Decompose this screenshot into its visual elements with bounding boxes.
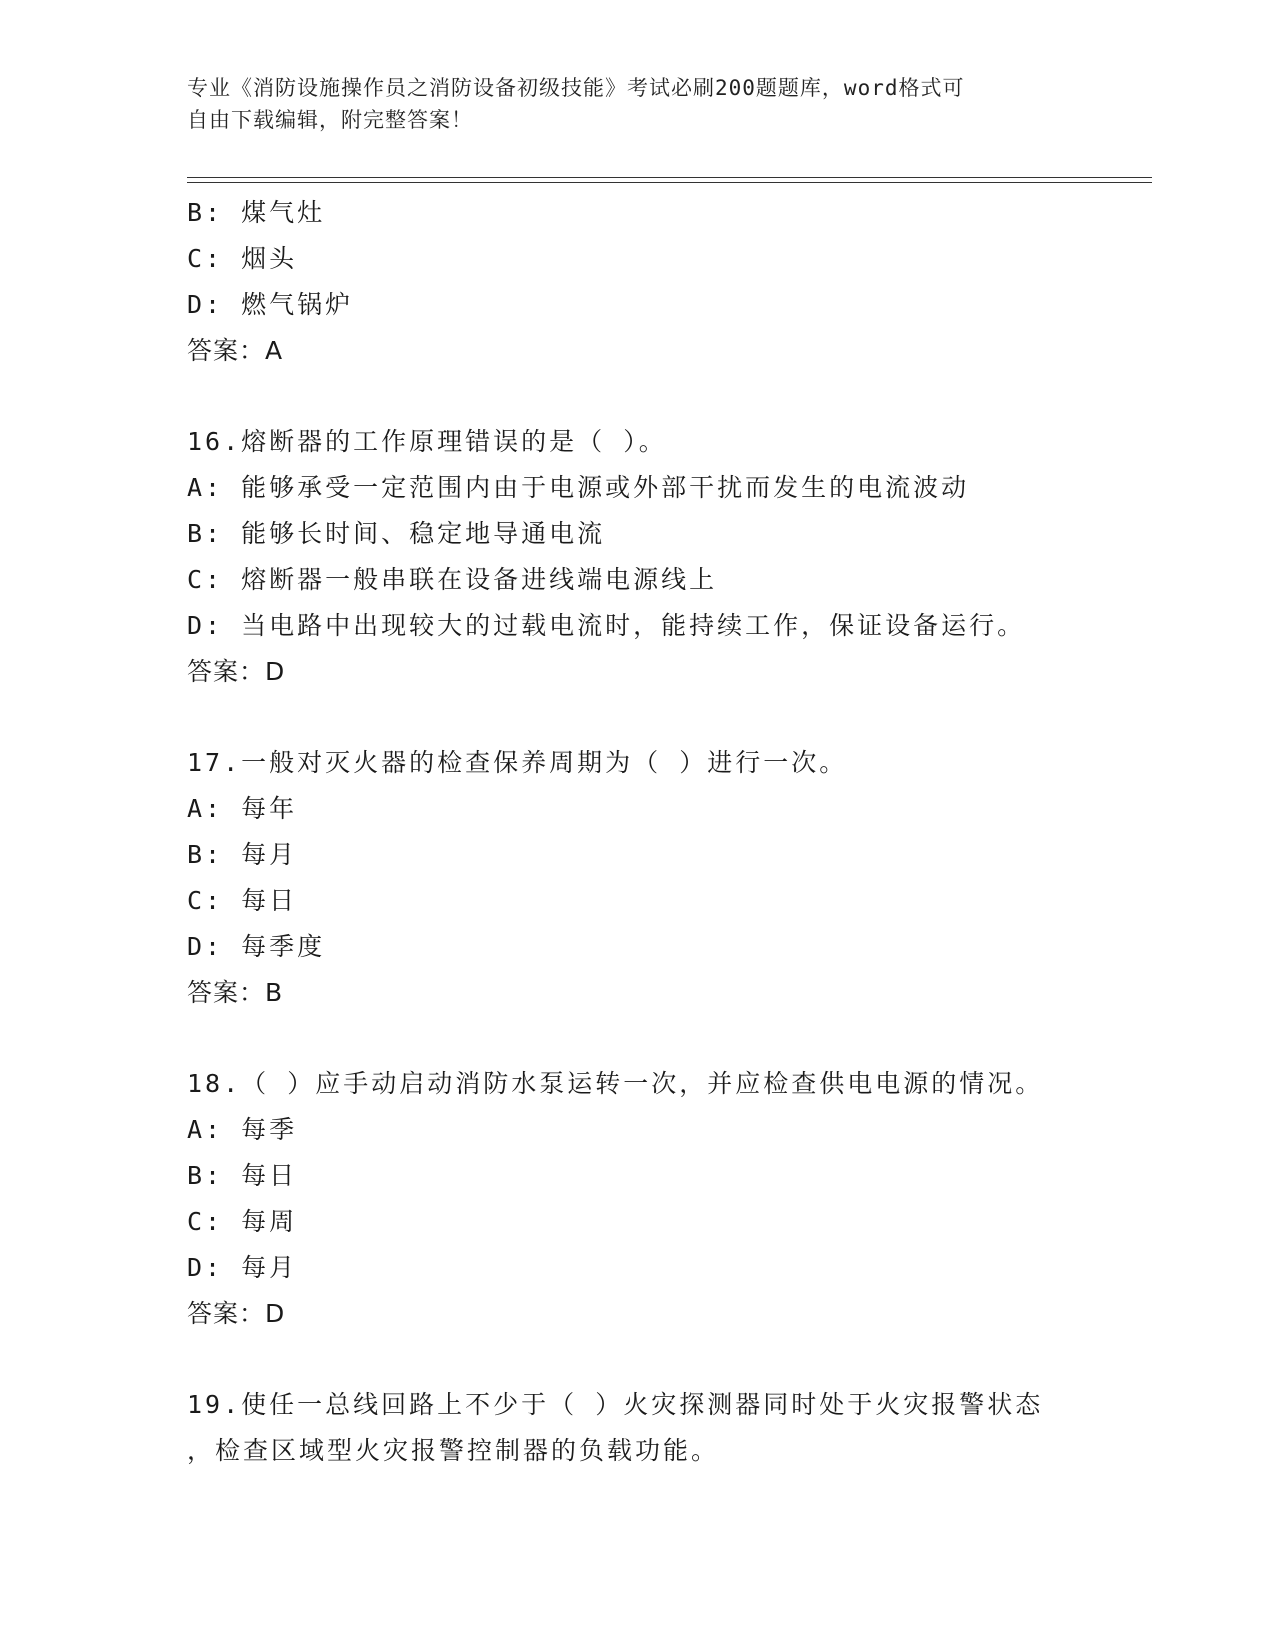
option-b: B: 每月	[187, 840, 298, 869]
option-c: C: 烟头	[187, 244, 298, 273]
option-d: D: 当电路中出现较大的过载电流时，能持续工作，保证设备运行。	[187, 611, 1026, 640]
question-stem: 16.熔断器的工作原理错误的是（ ）。	[187, 427, 667, 456]
option-d: D: 每季度	[187, 932, 326, 961]
option-a: A: 每年	[187, 794, 298, 823]
answer-line: 答案：D	[187, 1299, 286, 1328]
question-stem-continued: ，检查区域型火灾报警控制器的负载功能。	[187, 1436, 720, 1465]
question-15-tail	[187, 190, 1167, 374]
header-divider-top	[187, 177, 1152, 178]
answer-line: 答案：B	[187, 978, 284, 1007]
answer-line: 答案：D	[187, 657, 286, 686]
option-c: C: 熔断器一般串联在设备进线端电源线上	[187, 565, 718, 594]
option-a: A: 能够承受一定范围内由于电源或外部干扰而发生的电流波动	[187, 473, 970, 502]
question-16	[187, 419, 1167, 695]
option-c: C: 每周	[187, 1207, 298, 1236]
option-c: C: 每日	[187, 886, 298, 915]
header-divider-bottom	[187, 182, 1152, 183]
document-header	[187, 72, 1067, 136]
question-stem: 17.一般对灭火器的检查保养周期为（ ）进行一次。	[187, 748, 848, 777]
question-17	[187, 740, 1167, 1016]
option-d: D: 每月	[187, 1253, 298, 1282]
question-list	[187, 190, 1167, 1474]
header-line-1: 专业《消防设施操作员之消防设备初级技能》考试必刷200题题库，word格式可	[187, 76, 965, 100]
question-19	[187, 1382, 1167, 1474]
answer-line: 答案：A	[187, 336, 284, 365]
option-d: D: 燃气锅炉	[187, 290, 354, 319]
question-stem: 19.使任一总线回路上不少于（ ）火灾探测器同时处于火灾报警状态	[187, 1390, 1044, 1419]
question-stem: 18.（ ）应手动启动消防水泵运转一次，并应检查供电电源的情况。	[187, 1069, 1044, 1098]
option-b: B: 煤气灶	[187, 198, 326, 227]
option-a: A: 每季	[187, 1115, 298, 1144]
header-line-2: 自由下载编辑，附完整答案！	[187, 108, 473, 132]
option-b: B: 能够长时间、稳定地导通电流	[187, 519, 606, 548]
option-b: B: 每日	[187, 1161, 298, 1190]
question-18	[187, 1061, 1167, 1337]
